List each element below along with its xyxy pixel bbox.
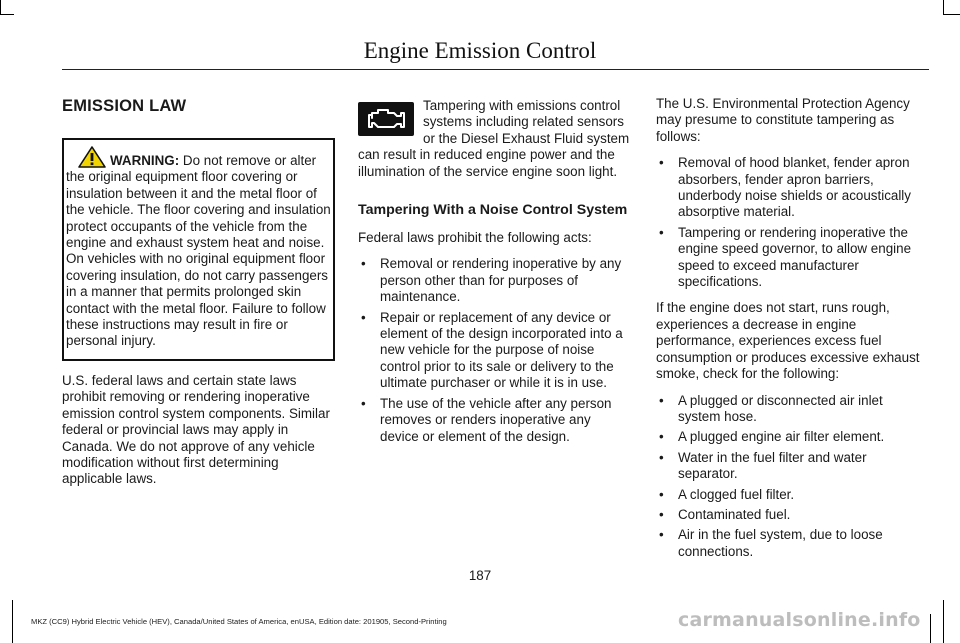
list-item: • Tampering or rendering inoperative the engine speed governor, to allow engine speed to exceed manufacturer specifications. <box>659 224 912 290</box>
header-divider <box>62 69 929 70</box>
list-item: • Removal or rendering inoperative by any person other than for purposes of maintenance. <box>361 256 622 305</box>
epa-intro: The U.S. Environmental Protection Agency may presume to constitute tampering as follows: <box>656 96 910 144</box>
list-item: • Water in the fuel filter and water separator. <box>659 449 867 482</box>
tamper-text: Tampering with emissions control systems including related sensors or the Diesel Exhaust Fluid system can result in reduced engine power and the illumination of the service engine soon light. <box>358 98 630 179</box>
list-item: • A plugged or disconnected air inlet system hose. <box>659 392 883 424</box>
page-title: Engine Emission Control <box>363 38 597 63</box>
check-list <box>656 393 928 561</box>
footer-edition-text: MKZ (CC9) Hybrid Electric Vehicle (HEV), Canada/United States of America, enUSA, Edition date: 201905, Second-Printing <box>31 617 447 626</box>
warning-triangle-icon <box>78 146 106 168</box>
engine-warning-icon <box>358 102 414 136</box>
engine-check-paragraph: If the engine does not start, runs rough, experiences a decrease in engine performance, experiences excess fuel consumption or produces excessive exhaust smoke, check for the following: <box>656 300 920 382</box>
bullet-icon: • <box>659 449 664 465</box>
tamper-note <box>358 98 631 180</box>
crop-mark <box>930 614 931 643</box>
crop-mark <box>943 14 960 15</box>
right-column <box>656 96 928 570</box>
bullet-icon: • <box>361 395 366 411</box>
bullet-icon: • <box>659 527 664 543</box>
section-title: EMISSION LAW <box>62 97 187 115</box>
crop-mark <box>0 0 1 14</box>
left-column <box>62 96 335 498</box>
federal-laws-intro: Federal laws prohibit the following acts: <box>358 230 592 246</box>
bullet-icon: • <box>659 224 664 240</box>
crop-mark <box>943 600 944 643</box>
list-item: • Air in the fuel system, due to loose connections. <box>659 527 883 559</box>
bullet-icon: • <box>361 309 366 325</box>
crop-mark <box>0 14 14 15</box>
page-number: 187 <box>468 568 492 583</box>
tampering-list <box>656 155 928 290</box>
list-item: • Contaminated fuel. <box>659 506 791 522</box>
list-item: • A clogged fuel filter. <box>659 486 795 502</box>
bullet-icon: • <box>659 155 664 171</box>
prohibited-acts-list <box>358 256 631 444</box>
list-item: • Removal of hood blanket, fender apron absorbers, fender apron barriers, underbody noise shields or acoustically absorptive material. <box>659 155 911 220</box>
list-item: • A plugged engine air filter element. <box>659 429 885 445</box>
emission-law-paragraph: U.S. federal laws and certain state laws prohibit removing or rendering inoperative emission control system components. Similar federal or provincial laws may apply in Canada. We do not approve of any vehicle modification without first determining applicable laws. <box>62 372 330 487</box>
warning-label: WARNING: <box>110 153 180 168</box>
list-item: • The use of the vehicle after any person removes or renders inoperative any device or element of the design. <box>361 395 612 444</box>
bullet-icon: • <box>659 429 664 445</box>
list-item: • Repair or replacement of any device or element of the design incorporated into a new vehicle for the purpose of noise control prior to its sale or delivery to the ultimate purchaser or while it is in use. <box>361 309 623 391</box>
noise-control-subtitle: Tampering With a Noise Control System <box>358 202 628 219</box>
bullet-icon: • <box>659 392 664 408</box>
warning-box <box>62 138 335 361</box>
crop-mark <box>943 0 944 14</box>
bullet-icon: • <box>361 256 366 272</box>
crop-mark <box>12 600 13 643</box>
middle-column <box>358 96 631 455</box>
warning-text: Do not remove or alter the original equipment floor covering or insulation between it and the metal floor of the vehicle. The floor covering and insulation protect occupants of the vehicle from the engine and exhaust system heat and noise. On vehicles with no original equipment floor covering insulation, do not carry passengers in a manner that permits prolonged skin contact with the metal floor. Failure to follow these instructions may result in fire or personal injury. <box>66 153 331 349</box>
bullet-icon: • <box>659 506 664 522</box>
watermark: carmanualsonline.info <box>678 609 921 631</box>
bullet-icon: • <box>659 486 664 502</box>
